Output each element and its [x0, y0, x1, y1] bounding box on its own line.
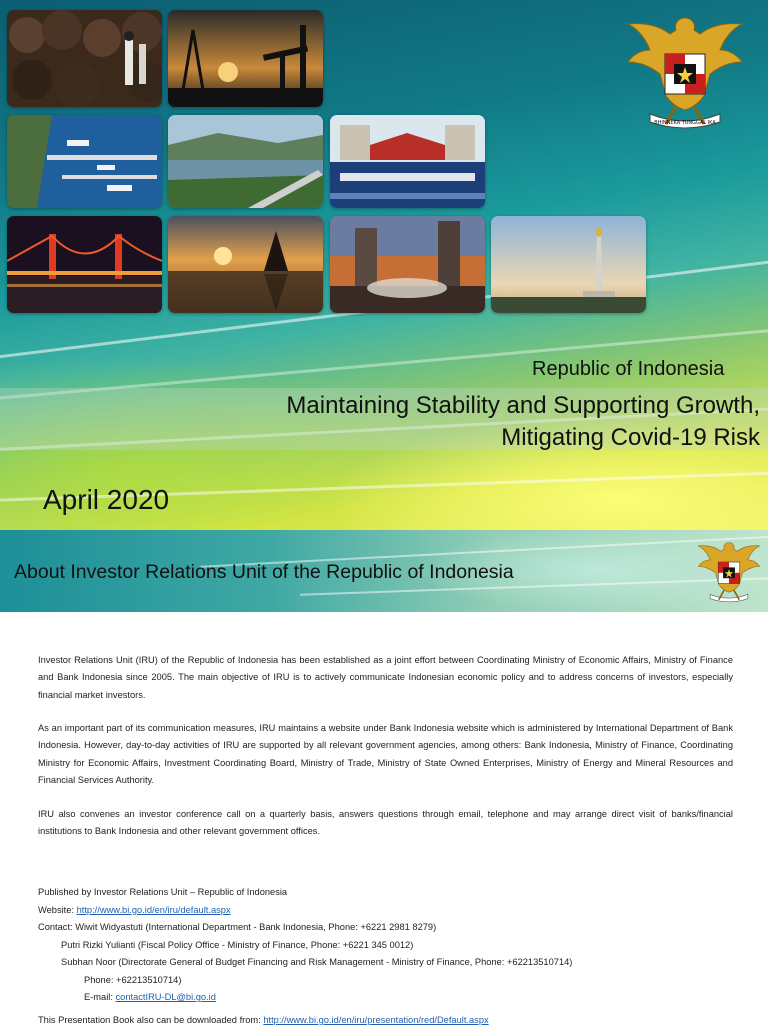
email-label: E-mail:: [84, 992, 116, 1002]
publisher-info: [38, 884, 572, 1007]
contact-line-2: Putri Rizki Yulianti (Fiscal Policy Office - Ministry of Finance, Phone: +6221 345 0012): [61, 939, 414, 950]
about-banner: [0, 530, 768, 612]
published-by: Published by Investor Relations Unit – Republic of Indonesia: [38, 887, 288, 897]
download-link[interactable]: http://www.bi.go.id/en/iru/presentation/red/Default.aspx: [263, 1015, 489, 1025]
about-paragraph-1: Investor Relations Unit (IRU) of the Republic of Indonesia has been established as a joint effort between Coordinating Ministry of Economic Affairs, Ministry of Finance and Bank Indonesia since 2005. The main objective of IRU is to actively communicate Indonesian economic policy and to address concerns of investors, especially financial market investors.: [38, 655, 733, 700]
garuda-emblem-small-icon: [694, 538, 764, 606]
photo-city-fountain: [330, 216, 485, 313]
contact-line-1: Contact: Wiwit Widyastuti (International Department - Bank Indonesia, Phone: +6221 2981 8279): [38, 922, 437, 932]
photo-palm-fruit: [7, 10, 162, 107]
download-line: [38, 1012, 489, 1030]
photo-dam-lake: [168, 115, 323, 208]
email-line: [38, 989, 572, 1007]
photo-temple-sunset: [168, 216, 323, 313]
report-title-line2: Mitigating Covid-19 Risk: [501, 424, 760, 451]
report-date: April 2020: [43, 484, 170, 515]
photo-airport-stadium: [330, 115, 485, 208]
photo-monas-monument: [491, 216, 646, 313]
garuda-emblem-icon: [620, 10, 750, 135]
about-paragraph-3: IRU also convenes an investor conference call on a quarterly basis, answers questions through email, telephone and may arrange direct visit of banks/financial institutions to Bank Indonesia and other relevant government offices.: [38, 809, 733, 837]
contact-line-3: Subhan Noor (Directorate General of Budget Financing and Risk Management - Ministry of Finance, Phone: +62213510714): [61, 957, 573, 967]
phone-line: Phone: +62213510714): [84, 974, 182, 985]
photo-suspension-bridge: [7, 216, 162, 313]
email-link[interactable]: contactIRU-DL@bi.go.id: [115, 992, 216, 1002]
photo-seaport: [7, 115, 162, 208]
download-text: This Presentation Book also can be downloaded from:: [38, 1015, 264, 1025]
about-paragraph-2: As an important part of its communication measures, IRU maintains a website under Bank Indonesia website which is administered by International Department of Bank Indonesia. However, day-to-day activities of IRU are supported by all relevant government agencies, among others: Bank Indonesia, Ministry of Finance, Coordinating Ministry for Economic Affairs, Investment Coordinating Board, Ministry of Trade, Ministry of State Owned Enterprises, Ministry of Energy and Mineral Resources and Financial Services Authority.: [38, 723, 733, 786]
website-label: Website:: [38, 904, 77, 915]
about-heading: About Investor Relations Unit of the Republic of Indonesia: [14, 561, 514, 583]
emblem-motto: BHINNEKA TUNGGAL IKA: [654, 120, 716, 126]
website-link[interactable]: http://www.bi.go.id/en/iru/default.aspx: [76, 904, 231, 915]
photo-oil-pumps: [168, 10, 323, 107]
country-name: Republic of Indonesia: [532, 358, 725, 380]
website-line: [38, 902, 572, 920]
report-title-line1: Maintaining Stability and Supporting Growth,: [286, 392, 760, 419]
